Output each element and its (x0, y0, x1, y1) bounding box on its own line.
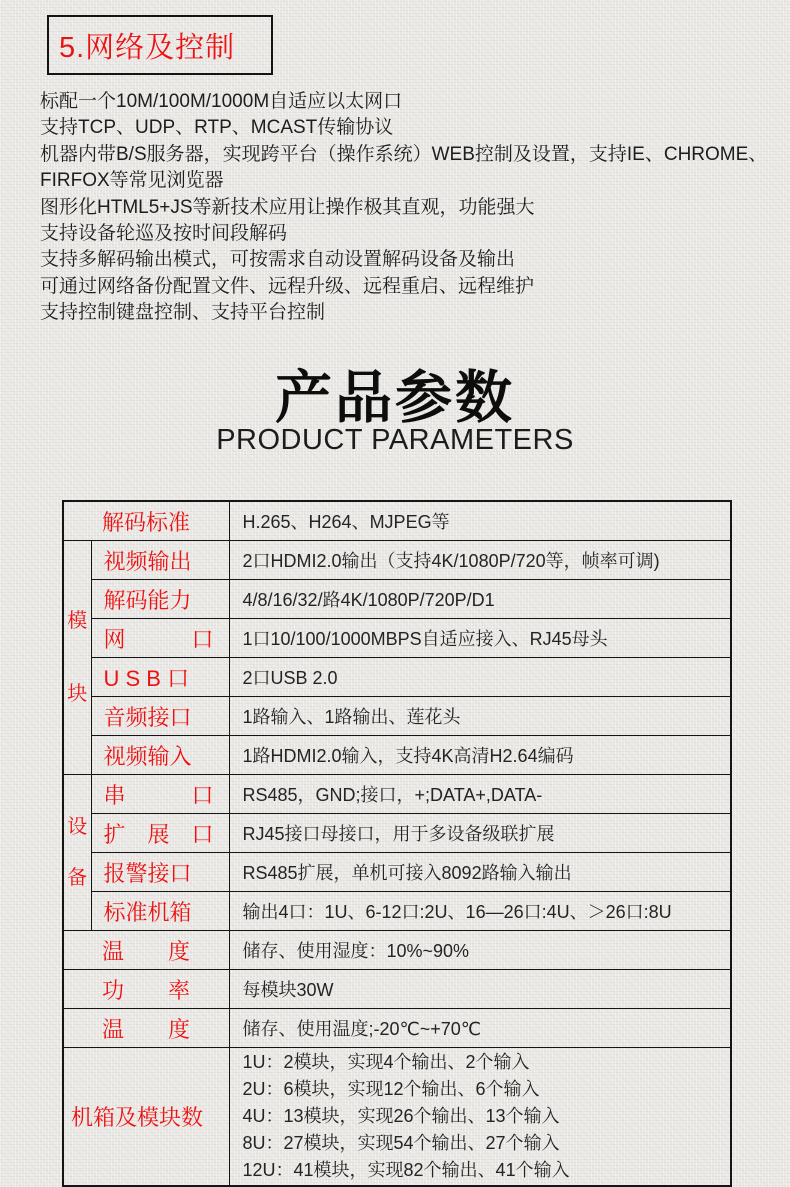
table-row (63, 697, 731, 736)
spec-value-cell: 1路HDMI2.0输入，支持4K高清H2.64编码 (229, 736, 731, 775)
table-row (63, 1048, 731, 1187)
table-row (63, 1009, 731, 1048)
chassis-line: 1U：2模块，实现4个输出、2个输入 (242, 1052, 530, 1072)
table-row (63, 931, 731, 970)
group-cell-device (63, 775, 91, 931)
spec-value-cell: 1路输入、1路输出、莲花头 (229, 697, 731, 736)
feature-line: 标配一个10M/100M/1000M自适应以太网口 (40, 91, 403, 112)
spec-value-cell: RS485扩展，单机可接入8092路输入输出 (229, 853, 731, 892)
spec-value-cell: H.265、H264、MJPEG等 (229, 501, 731, 541)
spec-value-cell: 储存、使用温度;-20℃~+70℃ (229, 1009, 731, 1048)
spec-label-cell: 视频输出 (91, 541, 229, 580)
feature-list (40, 89, 767, 327)
feature-line: 支持设备轮巡及按时间段解码 (40, 223, 288, 245)
table-row (63, 853, 731, 892)
spec-value-cell: RJ45接口母接口，用于多设备级联扩展 (229, 814, 731, 853)
chassis-line: 8U：27模块，实现54个输出、27个输入 (242, 1133, 560, 1153)
section-title-box (47, 15, 273, 75)
section-title: 5.网络及控制 (59, 31, 236, 64)
spec-label-cell: 解码标准 (63, 501, 229, 541)
table-row (63, 619, 731, 658)
spec-label-cell: 报警接口 (91, 853, 229, 892)
spec-value-cell-chassis (229, 1048, 731, 1187)
feature-line: 支持多解码输出模式，可按需求自动设置解码设备及输出 (40, 249, 516, 271)
spec-label-cell: 解码能力 (91, 580, 229, 619)
spec-label-cell: 音频接口 (91, 697, 229, 736)
spec-label-cell: 网 口 (91, 619, 229, 658)
table-row (63, 501, 731, 541)
spec-label-cell: 视频输入 (91, 736, 229, 775)
feature-line: FIRFOX等常见浏览器 (40, 170, 224, 192)
spec-value-cell: 1口10/100/1000MBPS自适应接入、RJ45母头 (229, 619, 731, 658)
chassis-line: 2U：6模块，实现12个输出、6个输入 (242, 1079, 540, 1099)
table-row (63, 970, 731, 1009)
feature-line: 支持控制键盘控制、支持平台控制 (40, 302, 326, 324)
chassis-line: 12U：41模块，实现82个输出、41个输入 (242, 1160, 570, 1180)
spec-label-cell: U S B 口 (91, 658, 229, 697)
spec-label-cell: 功 率 (63, 970, 229, 1009)
feature-line: 支持TCP、UDP、RTP、MCAST传输协议 (40, 117, 394, 139)
table-row (63, 580, 731, 619)
spec-label-cell: 扩 展 口 (91, 814, 229, 853)
group-cell-module (63, 541, 91, 775)
group-label-device: 设 备 (67, 816, 88, 889)
spec-value-cell: 2口USB 2.0 (229, 658, 731, 697)
table-row (63, 541, 731, 580)
table-row (63, 892, 731, 931)
table-row (63, 658, 731, 697)
table-row (63, 814, 731, 853)
page-title: 产品参数 (275, 366, 515, 430)
table-row (63, 736, 731, 775)
spec-label-cell: 标准机箱 (91, 892, 229, 931)
spec-label-cell: 温 度 (63, 1009, 229, 1048)
spec-label-cell: 机箱及模块数 (63, 1048, 229, 1187)
spec-value-cell: 4/8/16/32/路4K/1080P/720P/D1 (229, 580, 731, 619)
chassis-line: 4U：13模块，实现26个输出、13个输入 (242, 1106, 560, 1126)
spec-table (62, 500, 732, 1187)
spec-value-cell: 2口HDMI2.0输出（支持4K/1080P/720等，帧率可调) (229, 541, 731, 580)
table-row (63, 775, 731, 814)
page-subtitle: PRODUCT PARAMETERS (216, 424, 574, 456)
feature-line: 图形化HTML5+JS等新技术应用让操作极其直观，功能强大 (40, 196, 535, 218)
feature-line: 机器内带B/S服务器，实现跨平台（操作系统）WEB控制及设置，支持IE、CHROME、 (40, 143, 768, 165)
spec-label-cell: 串 口 (91, 775, 229, 814)
spec-value-cell: 储存、使用湿度：10%~90% (229, 931, 731, 970)
spec-value-cell: 每模块30W (229, 970, 731, 1009)
spec-label-cell: 温 度 (63, 931, 229, 970)
group-label-module: 模 块 (67, 609, 88, 706)
spec-value-cell: 输出4口：1U、6-12口:2U、16—26口:4U、＞26口:8U (229, 892, 731, 931)
feature-line: 可通过网络备份配置文件、远程升级、远程重启、远程维护 (40, 275, 535, 297)
spec-value-cell: RS485，GND;接口，+;DATA+,DATA- (229, 775, 731, 814)
